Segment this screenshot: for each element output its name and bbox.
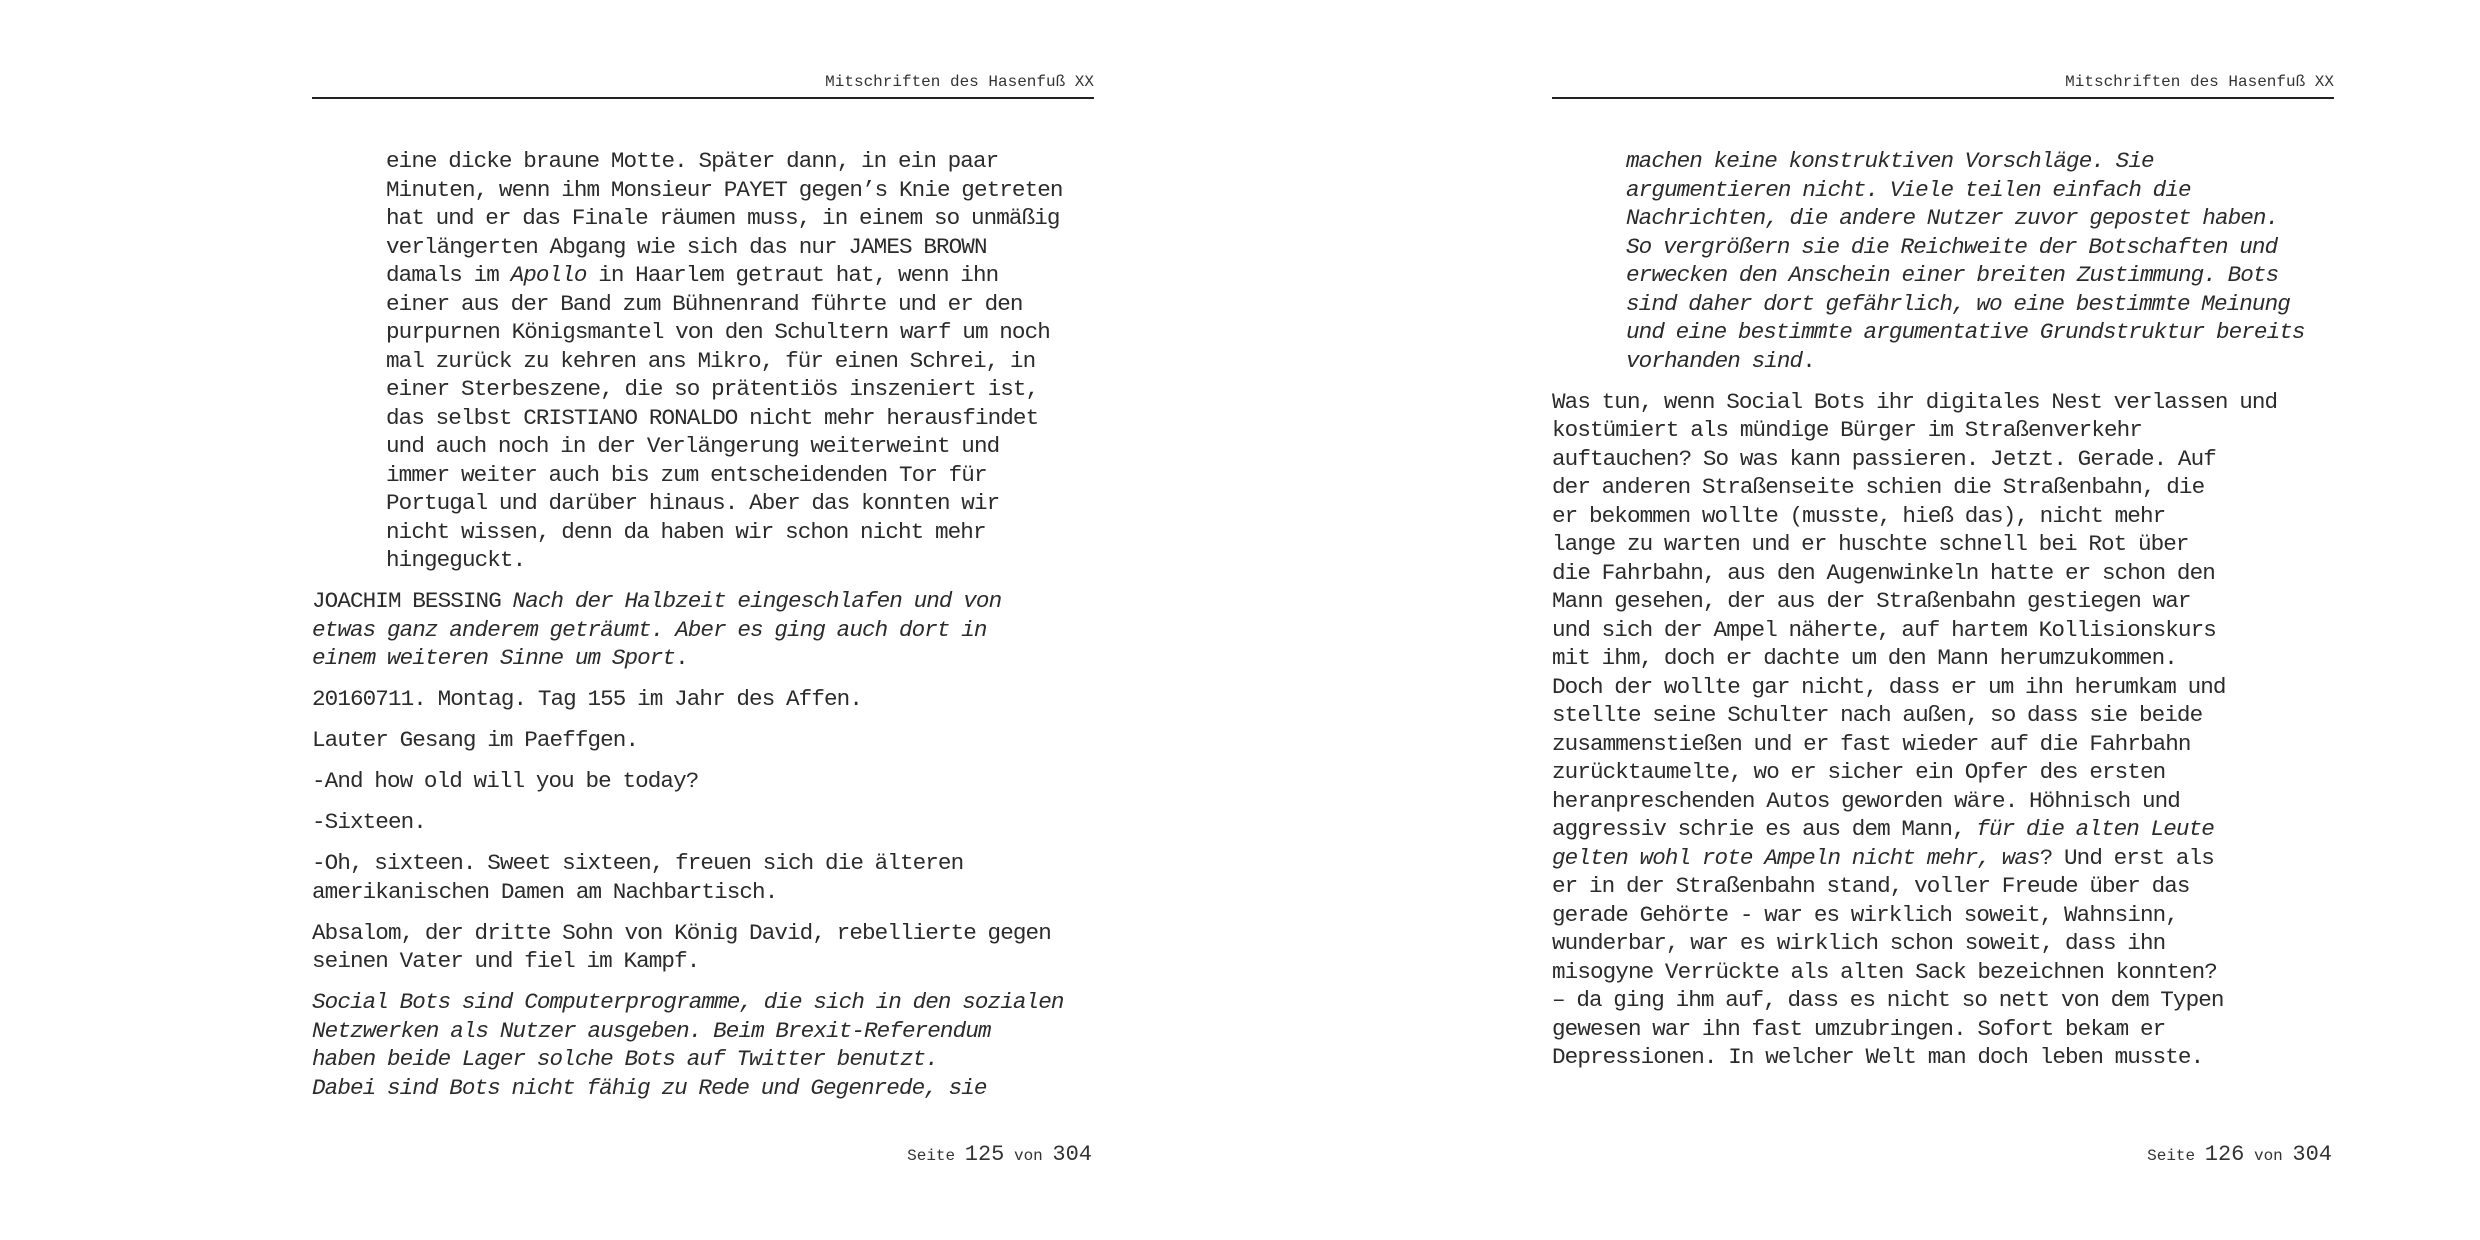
text-line: Netzwerken als Nutzer ausgeben. Beim Brexit-Referendum (312, 1017, 991, 1044)
text-line: auftauchen? So was kann passieren. Jetzt. Gerade. Auf (1552, 445, 2216, 472)
text-line: gewesen war ihn fast umzubringen. Sofort bekam er (1552, 1015, 2166, 1042)
text-line: er bekommen wollte (musste, hieß das), nicht mehr (1552, 502, 2166, 529)
page-footer (1552, 1142, 2332, 1167)
running-header: Mitschriften des Hasenfuß XX (2065, 73, 2334, 91)
text-line: einer Sterbeszene, die so prätentiös inszeniert ist, (386, 376, 1039, 402)
text-line: nicht wissen, denn da haben wir schon nicht mehr (386, 518, 986, 545)
text-line: Social Bots sind Computerprogramme, die sich in den sozialen (312, 989, 1064, 1015)
page-number: 126 (2204, 1142, 2245, 1167)
page-body (1552, 147, 2342, 1084)
text-line: Minuten, wenn ihm Monsieur PAYET gegen’s Knie getreten (386, 176, 1063, 203)
text-line: Lauter Gesang im Paeffgen. (312, 727, 639, 753)
punctuation: . (1802, 347, 1815, 374)
text-line: misogyne Verrückte als alten Sack bezeichnen konnten? (1552, 958, 2217, 985)
running-header: Mitschriften des Hasenfuß XX (825, 73, 1094, 91)
header-rule (1552, 97, 2334, 99)
paragraph-continuation (312, 147, 1102, 575)
text-line: und sich der Ampel näherte, auf hartem Kollisionskurs (1552, 616, 2216, 643)
italic-quote: etwas ganz anderem geträumt. Aber es ging auch dort in (312, 616, 987, 643)
text-line: verlängerten Abgang wie sich das nur JAMES BROWN (386, 233, 987, 260)
paragraph-date (312, 685, 1102, 714)
text-line: einer aus der Band zum Bühnenrand führte und er den (386, 290, 1023, 317)
text-line: der anderen Straßenseite schien die Straßenbahn, die (1552, 474, 2205, 500)
page-body (312, 147, 1102, 1115)
text-line: machen keine konstruktiven Vorschläge. Sie (1626, 148, 2154, 174)
text-line: er in der Straßenbahn stand, voller Freude über das (1552, 873, 2190, 899)
paragraph-social-bots (312, 988, 1102, 1102)
author-name: JOACHIM BESSING (312, 588, 513, 614)
italic-quote: gelten wohl rote Ampeln nicht mehr, was (1552, 844, 2040, 871)
paragraph-was-tun (1552, 388, 2342, 1072)
italic-quote: für die alten Leute (1976, 816, 2214, 842)
page-label: Seite (907, 1147, 956, 1165)
italic-quote: Nach der Halbzeit eingeschlafen und von (512, 588, 1002, 614)
text-line: immer weiter auch bis zum entscheidenden Tor für (386, 461, 987, 488)
text-line: zusammenstießen und er fast wieder auf die Fahrbahn (1552, 730, 2191, 757)
header-rule (312, 97, 1094, 99)
paragraph-bessing (312, 587, 1102, 673)
text-line: ? Und erst als (2039, 844, 2214, 871)
text-line: eine dicke braune Motte. Später dann, in ein paar (386, 148, 999, 174)
text-line: mit ihm, doch er dachte um den Mann herumzukommen. (1552, 645, 2177, 671)
text-line: und auch noch in der Verlängerung weiterweint und (386, 433, 1000, 459)
text-line: -Sixteen. (312, 809, 426, 835)
paragraph (312, 726, 1102, 755)
text-line: Doch der wollte gar nicht, dass er um ihn herumkam und (1552, 673, 2226, 700)
page-total: 304 (1052, 1142, 1092, 1167)
page-footer (312, 1142, 1092, 1167)
text-line: und eine bestimmte argumentative Grundstruktur bereits (1626, 319, 2305, 345)
dialogue-line (312, 808, 1102, 837)
text-line: seinen Vater und fiel im Kampf. (312, 948, 700, 974)
text-line: Absalom, der dritte Sohn von König David, rebellierte gegen (312, 919, 1051, 946)
dialogue-line (312, 849, 1102, 906)
text-line (1626, 347, 2342, 376)
text-line: stellte seine Schulter nach außen, so dass sie beide (1552, 702, 2203, 728)
dialogue-line (312, 767, 1102, 796)
text-line: Was tun, wenn Social Bots ihr digitales Nest verlassen und (1552, 388, 2278, 415)
text-line: mal zurück zu kehren ans Mikro, für einen Schrei, in (386, 347, 1036, 374)
text-line: zurücktaumelte, wo er sicher ein Opfer des ersten (1552, 759, 2166, 785)
text-segment: vorhanden sind (1626, 347, 1803, 374)
text-line: Mann gesehen, der aus der Straßenbahn gestiegen war (1552, 588, 2191, 614)
text-line (386, 261, 1102, 290)
italic-title: Apollo (510, 262, 587, 288)
page-sep: von (1013, 1147, 1043, 1165)
date-line: 20160711. Montag. Tag 155 im Jahr des Affen. (312, 686, 862, 712)
right-page (1240, 0, 2480, 1240)
text-line: gerade Gehörte - war es wirklich soweit, Wahnsinn, (1552, 901, 2178, 928)
text-line: -Oh, sixteen. Sweet sixteen, freuen sich die älteren (312, 850, 964, 876)
text-line: amerikanischen Damen am Nachbartisch. (312, 878, 778, 905)
punctuation: . (675, 645, 688, 671)
italic-quote: einem weiteren Sinne um Sport (312, 645, 676, 671)
text-line: argumentieren nicht. Viele teilen einfach die (1626, 176, 2191, 203)
text-line: die Fahrbahn, aus den Augenwinkeln hatte er schon den (1552, 559, 2215, 586)
page-sep: von (2253, 1147, 2283, 1165)
text-line: das selbst CRISTIANO RONALDO nicht mehr herausfindet (386, 404, 1039, 431)
page-label: Seite (2147, 1147, 2196, 1165)
text-line: hingeguckt. (386, 547, 526, 573)
text-line: Portugal und darüber hinaus. Aber das konnten wir (386, 490, 1000, 516)
text-line: -And how old will you be today? (312, 768, 699, 794)
text-line: erwecken den Anschein einer breiten Zustimmung. Bots (1626, 262, 2279, 288)
text-line: Nachrichten, die andere Nutzer zuvor gepostet haben. (1626, 205, 2279, 231)
paragraph-continuation-italic (1552, 147, 2342, 375)
text-line: So vergrößern sie die Reichweite der Botschaften und (1626, 233, 2278, 260)
text-line: – da ging ihm auf, dass es nicht so nett von dem Typen (1552, 987, 2224, 1013)
text-line: heranpreschenden Autos geworden wäre. Höhnisch und (1552, 787, 2180, 814)
text-line: kostümiert als mündige Bürger im Straßenverkehr (1552, 417, 2142, 443)
page-total: 304 (2292, 1142, 2332, 1167)
text-line: purpurnen Königsmantel von den Schultern warf um noch (386, 319, 1050, 345)
text-line: Dabei sind Bots nicht fähig zu Rede und Gegenrede, sie (312, 1074, 987, 1101)
paragraph-absalom (312, 919, 1102, 976)
text-line: haben beide Lager solche Bots auf Twitter benutzt. (312, 1046, 938, 1072)
text-line: Depressionen. In welcher Welt man doch leben musste. (1552, 1044, 2204, 1070)
text-line: sind daher dort gefährlich, wo eine bestimmte Meinung (1626, 290, 2290, 317)
text-segment: damals im (386, 262, 511, 288)
text-line: lange zu warten und er huschte schnell bei Rot über (1552, 531, 2189, 557)
page-number: 125 (964, 1142, 1005, 1167)
text-line: aggressiv schrie es aus dem Mann, (1552, 816, 1977, 842)
text-segment: in Haarlem getraut hat, wenn ihn (586, 262, 999, 288)
text-line: hat und er das Finale räumen muss, in einem so unmäßig (386, 205, 1060, 231)
text-line: wunderbar, war es wirklich schon soweit, dass ihn (1552, 930, 2166, 956)
